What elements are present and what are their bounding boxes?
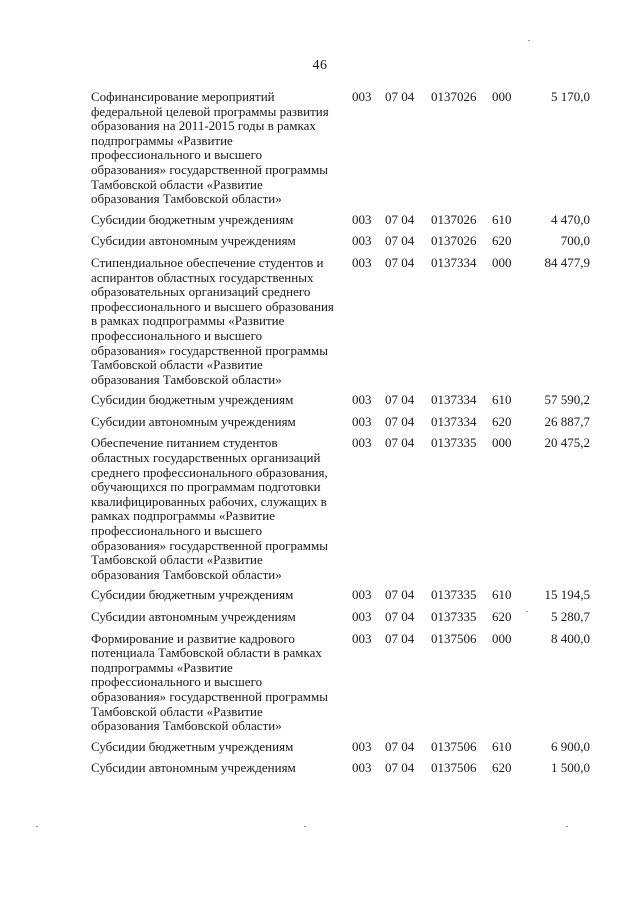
- amount: 4 470,0: [551, 211, 590, 227]
- scan-speck: [526, 611, 528, 612]
- admin-code: 003: [352, 435, 372, 451]
- row-description: Субсидии автономным учреждениям: [91, 760, 296, 776]
- table-row: [0, 632, 640, 734]
- table-row: [0, 213, 640, 228]
- table-row: [0, 415, 640, 430]
- row-description: Субсидии бюджетным учреждениям: [91, 211, 294, 227]
- table-row: [0, 740, 640, 755]
- section-code: 07 04: [385, 413, 415, 429]
- amount: 1 500,0: [551, 760, 590, 776]
- admin-code: 003: [352, 254, 372, 270]
- table-row: [0, 256, 640, 387]
- section-code: 07 04: [385, 392, 415, 408]
- expense-type-code: 620: [492, 760, 512, 776]
- expense-type-code: 610: [492, 392, 512, 408]
- budget-table: [0, 90, 640, 783]
- section-code: 07 04: [385, 254, 415, 270]
- expense-type-code: 000: [492, 435, 512, 451]
- target-article-code: 0137026: [431, 233, 477, 249]
- section-code: 07 04: [385, 587, 415, 603]
- table-row: [0, 610, 640, 625]
- row-description: Субсидии автономным учреждениям: [91, 413, 296, 429]
- section-code: 07 04: [385, 609, 415, 624]
- section-code: 07 04: [385, 89, 415, 104]
- target-article-code: 0137334: [431, 392, 477, 408]
- amount: 20 475,2: [544, 435, 590, 451]
- admin-code: 003: [352, 413, 372, 429]
- target-article-code: 0137026: [431, 211, 477, 227]
- admin-code: 003: [352, 609, 372, 624]
- table-row: [0, 436, 640, 582]
- amount: 5 280,7: [551, 609, 590, 624]
- admin-code: 003: [352, 760, 372, 776]
- table-row: [0, 761, 640, 776]
- admin-code: 003: [352, 392, 372, 408]
- admin-code: 003: [352, 211, 372, 227]
- target-article-code: 0137335: [431, 435, 477, 451]
- amount: 6 900,0: [551, 738, 590, 754]
- admin-code: 003: [352, 738, 372, 754]
- section-code: 07 04: [385, 435, 415, 451]
- target-article-code: 0137506: [431, 630, 477, 646]
- row-description: Субсидии бюджетным учреждениям: [91, 738, 294, 754]
- scan-speck: [566, 826, 568, 827]
- scan-speck: [36, 826, 38, 827]
- expense-type-code: 610: [492, 738, 512, 754]
- section-code: 07 04: [385, 233, 415, 249]
- amount: 26 887,7: [544, 413, 590, 429]
- section-code: 07 04: [385, 760, 415, 776]
- target-article-code: 0137335: [431, 609, 477, 624]
- scan-speck: [528, 40, 530, 41]
- target-article-code: 0137506: [431, 738, 477, 754]
- admin-code: 003: [352, 630, 372, 646]
- amount: 15 194,5: [544, 587, 590, 603]
- section-code: 07 04: [385, 211, 415, 227]
- scan-speck: [304, 826, 306, 827]
- target-article-code: 0137026: [431, 89, 477, 104]
- expense-type-code: 610: [492, 211, 512, 227]
- page-number: 46: [312, 58, 328, 73]
- row-description: Субсидии автономным учреждениям: [91, 609, 296, 624]
- target-article-code: 0137506: [431, 760, 477, 776]
- expense-type-code: 620: [492, 413, 512, 429]
- section-code: 07 04: [385, 738, 415, 754]
- table-row: [0, 588, 640, 603]
- expense-type-code: 000: [492, 630, 512, 646]
- table-row: [0, 90, 640, 207]
- table-row: [0, 393, 640, 408]
- admin-code: 003: [352, 587, 372, 603]
- amount: 700,0: [560, 233, 590, 249]
- admin-code: 003: [352, 89, 372, 104]
- expense-type-code: 610: [492, 587, 512, 603]
- amount: 5 170,0: [551, 89, 590, 104]
- expense-type-code: 000: [492, 254, 512, 270]
- row-description: Субсидии автономным учреждениям: [91, 233, 296, 249]
- row-description: Обеспечение питанием студентов областных государственных организаций среднего профессионального образования, обучающихся по программам подготовки квалифицированных рабочих, служащих в рамках подпрограммы «Развитие профессионального и высшего образования» государственной программы Тамбовской области «Развитие образования Тамбовской области»: [91, 435, 328, 582]
- expense-type-code: 620: [492, 233, 512, 249]
- row-description: Софинансирование мероприятий федеральной целевой программы развития образования на 2011-2015 годы в рамках подпрограммы «Развитие профессионального и высшего образования» государственной программы Тамбовской области «Развитие образования Тамбовской области»: [91, 89, 329, 207]
- row-description: Субсидии бюджетным учреждениям: [91, 587, 294, 603]
- amount: 57 590,2: [544, 392, 590, 408]
- expense-type-code: 000: [492, 89, 512, 104]
- table-row: [0, 234, 640, 249]
- row-description: Формирование и развитие кадрового потенциала Тамбовской области в рамках подпрограммы «Развитие профессионального и высшего образования» государственной программы Тамбовской области «Развитие образования Тамбовской области»: [91, 630, 328, 734]
- amount: 8 400,0: [551, 630, 590, 646]
- row-description: Стипендиальное обеспечение студентов и аспирантов областных государственных образовательных организаций среднего профессионального и высшего образования в рамках подпрограммы «Развитие профессионального и высшего образования» государственной программы Тамбовской области «Развитие образования Тамбовской области»: [91, 254, 334, 387]
- admin-code: 003: [352, 233, 372, 249]
- row-description: Субсидии бюджетным учреждениям: [91, 392, 294, 408]
- amount: 84 477,9: [544, 254, 590, 270]
- expense-type-code: 620: [492, 609, 512, 624]
- section-code: 07 04: [385, 630, 415, 646]
- target-article-code: 0137334: [431, 254, 477, 270]
- target-article-code: 0137334: [431, 413, 477, 429]
- target-article-code: 0137335: [431, 587, 477, 603]
